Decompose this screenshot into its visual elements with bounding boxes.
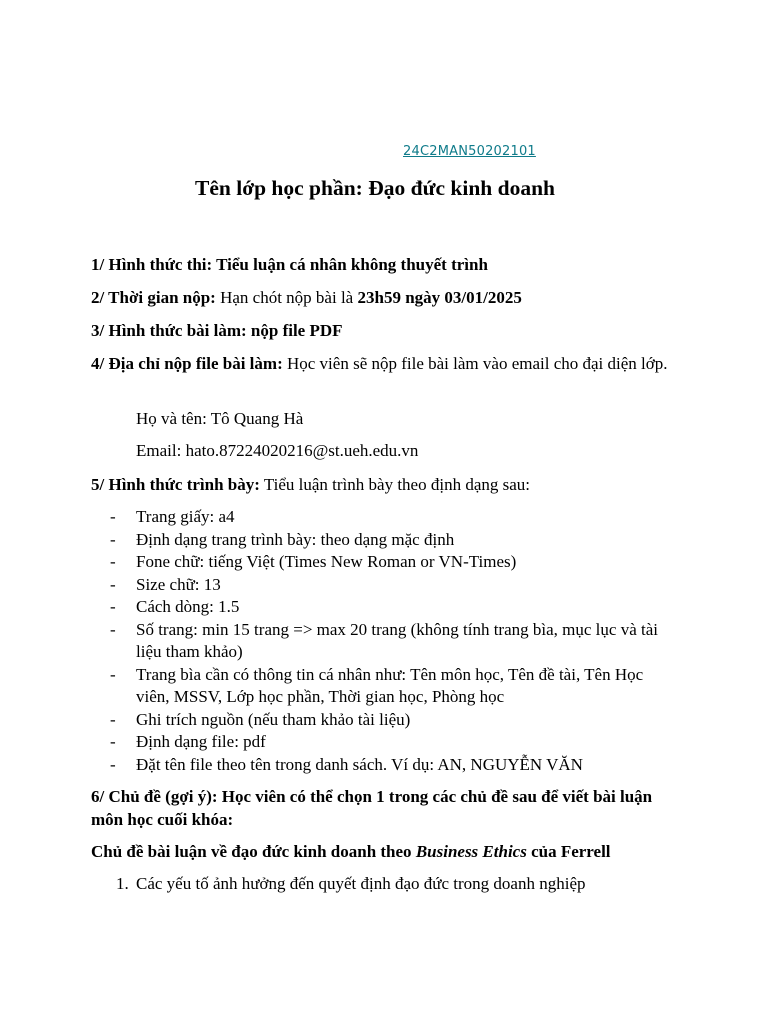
format-requirement-item — [110, 529, 680, 552]
submission-time-label: 2/ Thời gian nộp: — [91, 288, 216, 307]
format-requirement-item — [110, 551, 680, 574]
format-requirement-item — [110, 731, 680, 754]
format-requirement-item — [110, 506, 680, 529]
submission-deadline: 23h59 ngày 03/01/2025 — [357, 288, 522, 307]
format-requirement-text: Định dạng trang trình bày: theo dạng mặc định — [136, 529, 455, 549]
submission-address — [91, 353, 677, 376]
format-requirement-item — [110, 709, 680, 732]
work-format — [91, 321, 343, 341]
topic-section — [91, 786, 677, 831]
topic-item-text: Các yếu tố ảnh hưởng đến quyết định đạo đức trong doanh nghiệp — [136, 874, 586, 893]
contact-email[interactable]: Email: hato.87224020216@st.ueh.edu.vn — [136, 441, 419, 460]
format-requirements-list — [110, 506, 680, 776]
topic-heading-after: của Ferrell — [526, 842, 611, 861]
bullet-marker: - — [110, 732, 116, 751]
topic-heading-book: Business Ethics — [415, 842, 527, 861]
bullet-marker: - — [110, 709, 116, 729]
topic-item-number: 1. — [116, 874, 129, 893]
format-requirement-item — [110, 619, 680, 664]
format-requirement-item — [110, 596, 680, 619]
page-title: Tên lớp học phần: Đạo đức kinh doanh — [195, 176, 555, 200]
format-requirement-text: Định dạng file: pdf — [136, 732, 266, 751]
course-code-link[interactable]: 24C2MAN50202101 — [403, 144, 536, 159]
presentation-format-label: 5/ Hình thức trình bày: — [91, 475, 260, 494]
bullet-marker: - — [110, 507, 116, 526]
format-requirement-item — [110, 664, 680, 709]
format-requirement-text: Đặt tên file theo tên trong danh sách. Ví dụ: AN, NGUYỄN VĂN — [136, 754, 583, 774]
topic-heading-before: Chủ đề bài luận về đạo đức kinh doanh theo — [91, 842, 416, 861]
format-requirement-item — [110, 754, 680, 777]
format-requirement-text: Số trang: min 15 trang => max 20 trang (không tính trang bìa, mục lục và tài liệu tham khảo) — [136, 619, 658, 661]
submission-time-text: Hạn chót nộp bài là — [215, 288, 358, 307]
format-requirement-text: Trang bìa cần có thông tin cá nhân như: Tên môn học, Tên đề tài, Tên Học viên, MSSV, Lớp học phần, Thời gian học, Phòng học — [136, 664, 644, 706]
bullet-marker: - — [110, 552, 116, 571]
contact-name: Họ và tên: Tô Quang Hà — [136, 409, 304, 428]
topic-section-text: 6/ Chủ đề (gợi ý): Học viên có thể chọn 1 trong các chủ đề sau để viết bài luận môn học cuối khóa: — [91, 787, 653, 829]
format-requirement-text: Trang giấy: a4 — [136, 507, 235, 526]
format-requirement-text: Ghi trích nguồn (nếu tham khảo tài liệu) — [136, 709, 411, 729]
bullet-marker: - — [110, 529, 116, 549]
work-format-text: 3/ Hình thức bài làm: nộp file PDF — [91, 321, 343, 340]
exam-format-text: 1/ Hình thức thi: Tiểu luận cá nhân không thuyết trình — [91, 255, 488, 274]
bullet-marker: - — [110, 664, 116, 684]
bullet-marker: - — [110, 619, 116, 639]
submission-address-label: 4/ Địa chỉ nộp file bài làm: — [91, 354, 283, 373]
format-requirement-text: Fone chữ: tiếng Việt (Times New Roman or VN-Times) — [136, 552, 517, 571]
presentation-format — [91, 475, 530, 495]
presentation-format-text: Tiểu luận trình bày theo định dạng sau: — [259, 475, 530, 494]
format-requirement-text: Cách dòng: 1.5 — [136, 597, 240, 616]
submission-address-text: Học viên sẽ nộp file bài làm vào email cho đại diện lớp. — [282, 354, 668, 373]
exam-format — [91, 255, 488, 275]
submission-time — [91, 288, 522, 308]
format-requirement-item — [110, 574, 680, 597]
format-requirement-text: Size chữ: 13 — [136, 574, 221, 594]
bullet-marker: - — [110, 597, 116, 616]
topic-item — [116, 874, 586, 894]
topic-heading — [91, 842, 611, 862]
bullet-marker: - — [110, 754, 116, 774]
bullet-marker: - — [110, 574, 116, 594]
